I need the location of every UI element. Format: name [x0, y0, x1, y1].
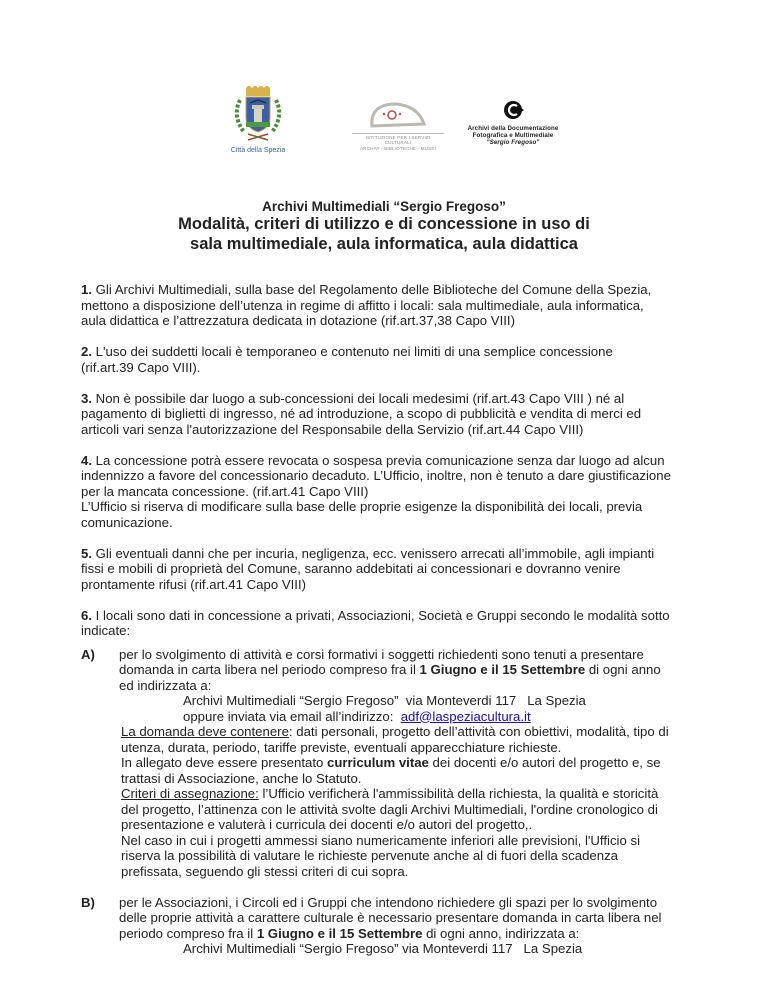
paragraph-number: 5.	[81, 545, 92, 561]
paragraph-5	[81, 546, 721, 593]
istituzione-caption-line2: ARCHIVI · BIBLIOTECHE · MUSEI	[359, 146, 437, 151]
archivi-documentazione-logo	[458, 100, 568, 144]
paragraph-number: 4.	[81, 452, 92, 468]
paragraph-2	[81, 344, 721, 375]
criteria-label: Criteri di assegnazione:	[121, 786, 259, 801]
paragraph-text: prontamente rifusi (rif.art.41 Capo VIII)	[81, 576, 307, 592]
archivi-caption-line2: Fotografica e Multimediale	[472, 132, 554, 139]
coat-of-arms-icon	[226, 86, 290, 142]
item-text: utenza, durata, periodo, tariffe previste, eventuali apparecchiature richieste.	[121, 739, 562, 755]
document-body	[81, 282, 721, 957]
date-range: 1 Giugno e il 15 Settembre	[256, 925, 423, 941]
comune-caption: Città della Spezia	[230, 147, 286, 154]
paragraph-text: I locali sono dati in concessione a privati, Associazioni, Società e Gruppi secondo le modalità sotto	[92, 607, 670, 623]
item-text: riserva la possibilità di valutare le richieste pervenute anche al di fuori della scadenza	[121, 848, 619, 863]
item-text: prefissata, seguendo gli stessi criteri di cui sopra.	[121, 863, 409, 879]
paragraph-number: 2.	[81, 344, 92, 359]
item-text: trattasi di Associazione, anche lo Statuto.	[121, 770, 362, 786]
paragraph-1	[81, 282, 721, 329]
list-item-a	[81, 647, 721, 880]
document-heading	[0, 198, 768, 254]
item-text: del progetto, l’attinenza con le attività svolte dagli Archivi Multimediali, l'ordine cronologico di	[121, 801, 658, 817]
requirements-label: La domanda deve contenere	[121, 724, 289, 739]
postal-address: Archivi Multimediali “Sergio Fregoso” via Monteverdi 117 La Spezia	[183, 693, 586, 708]
paragraph-number: 1.	[81, 282, 92, 297]
paragraph-text: aula didattica e l’attrezzatura dedicata in dotazione (rif.art.37,38 Capo VIII)	[81, 313, 515, 328]
item-text: delle proprie attività a carattere culturale è necessario presentare domanda in carta libera nel	[119, 910, 662, 925]
item-text: dei docenti e/o autori del progetto e, se	[428, 755, 661, 770]
email-link[interactable]: adf@laspeziacultura.it	[400, 708, 531, 724]
logo-bar	[0, 78, 768, 158]
postal-address: Archivi Multimediali “Sergio Fregoso” via Monteverdi 117 La Spezia	[183, 941, 583, 956]
paragraph-4	[81, 453, 721, 531]
paragraph-text: comunicazione.	[81, 514, 173, 530]
curriculum-vitae-label: curriculum vitae	[327, 755, 429, 770]
paragraph-number: 6.	[81, 607, 92, 623]
archivi-caption-line3: "Sergio Fregoso"	[486, 139, 540, 146]
paragraph-6	[81, 608, 721, 639]
list-item-label: B)	[81, 894, 95, 910]
date-range: 1 Giugno e il 15 Settembre	[419, 662, 586, 677]
item-text: periodo compreso fra il	[119, 925, 257, 941]
email-intro: oppure inviata via email all’indirizzo:	[183, 708, 401, 724]
item-text: : dati personali, progetto dell’attività con obiettivi, modalità, tipo di	[288, 724, 669, 739]
paragraph-text: La concessione potrà essere revocata o sospesa previa comunicazione senza dar luogo ad alcun	[92, 452, 665, 468]
paragraph-text: fissi e mobili di proprietà del Comune, saranno addebitati ai concessionari e dovranno venire	[81, 561, 621, 576]
item-text: Nel caso in cui i progetti ammessi siano numericamente inferiori alle previsioni, l'Ufficio si	[121, 832, 640, 848]
istituzione-servizi-culturali-logo	[352, 100, 444, 151]
list-item-label: A)	[81, 646, 95, 662]
comune-la-spezia-logo	[226, 86, 290, 152]
istituzione-caption-line1: ISTITUZIONE PER I SERVIZI CULTURALI	[352, 133, 444, 145]
document-title-line2: sala multimediale, aula informatica, aula didattica	[190, 234, 578, 253]
item-text: di ogni anno, indirizzata a:	[422, 925, 580, 941]
item-text: domanda in carta libera nel periodo compreso fra il	[119, 662, 420, 677]
paragraph-text: L'uso dei suddetti locali è temporaneo e contenuto nei limiti di una semplice concessione	[92, 344, 613, 359]
item-text: di ogni anno	[585, 662, 661, 677]
paragraph-text: indennizzo a favore del concessionario decaduto. L’Ufficio, inoltre, non è tenuto a dare giustificazione	[81, 468, 671, 483]
paragraph-text: Gli eventuali danni che per incuria, negligenza, ecc. venissero arrecati all’immobile, agli impianti	[92, 545, 655, 561]
item-text: In allegato deve essere presentato	[121, 755, 328, 770]
paragraph-text: Gli Archivi Multimediali, sulla base del Regolamento delle Biblioteche del Comune della Spezia,	[92, 282, 652, 297]
paragraph-text: articoli vari senza l'autorizzazione del Responsabile della Servizio (rif.art.44 Capo VIII)	[81, 421, 584, 437]
archivi-caption-line1: Archivi della Documentazione	[467, 125, 559, 132]
istituzione-mark-icon	[352, 100, 444, 128]
paragraph-number: 3.	[81, 390, 92, 406]
document-title-line1: Modalità, criteri di utilizzo e di concessione in uso di	[178, 215, 590, 233]
paragraph-text: pagamento di biglietti di ingresso, né ad introduzione, a scopo di pubblicità e vendita di merci ed	[81, 406, 642, 421]
paragraph-text: Non è possibile dar luogo a sub-concessioni dei locali medesimi (rif.art.43 Capo VIII ) né al	[92, 390, 625, 406]
paragraph-text: per la mancata concessione. (rif.art.41 Capo VIII)	[81, 483, 369, 499]
paragraph-text: indicate:	[81, 623, 131, 638]
paragraph-3	[81, 391, 721, 438]
item-text: per lo svolgimento di attività e corsi formativi i soggetti richiedenti sono tenuti a presentare	[119, 646, 644, 662]
item-text: l’Ufficio verificherà l'ammissibilità della richiesta, la qualità e storicità	[258, 786, 659, 801]
paragraph-text: mettono a disposizione dell’utenza in regime di affitto i locali: sala multimediale, aula informatica,	[81, 297, 644, 313]
item-text: ed indirizzata a:	[119, 677, 212, 693]
item-text: presentazione e valuterà i curricula dei docenti e/o autori del progetto,.	[121, 817, 533, 832]
archivi-mark-icon	[458, 100, 568, 120]
item-text: per le Associazioni, i Circoli ed i Gruppi che intendono richiedere gli spazi per lo svolgimento	[119, 894, 658, 910]
document-subtitle: Archivi Multimediali “Sergio Fregoso”	[262, 199, 506, 214]
paragraph-text: L’Ufficio si riserva di modificare sulla base delle proprie esigenze la disponibilità dei locali, previa	[81, 499, 643, 514]
paragraph-text: (rif.art.39 Capo VIII).	[81, 359, 201, 375]
list-item-b	[81, 895, 721, 957]
